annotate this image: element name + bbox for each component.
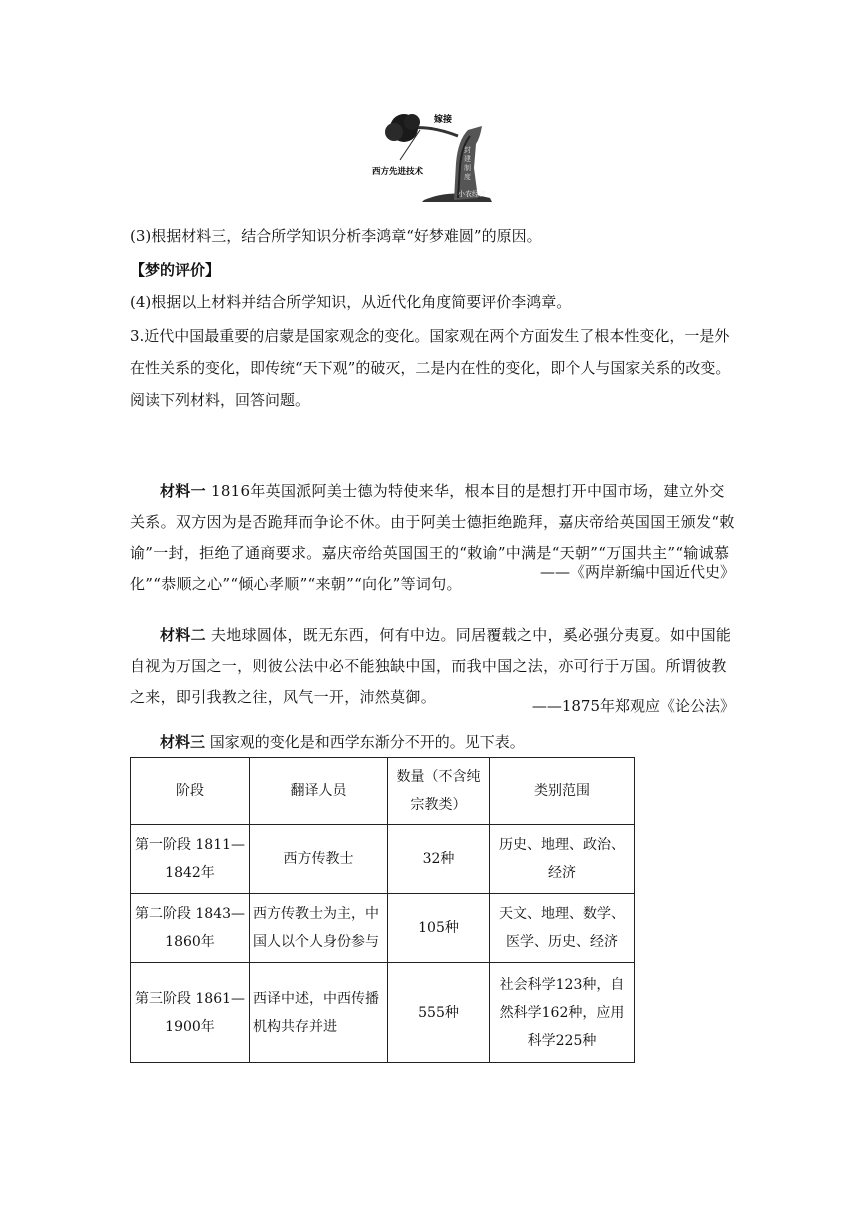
intro-line: 在性关系的变化，即传统“天下观”的破灭，二是内在性的变化，即个人与国家关系的改变。 <box>130 359 731 377</box>
table-cell: 西方传教士为主，中国人以个人身份参与 <box>250 894 388 963</box>
material-3 <box>130 728 735 756</box>
table-row <box>131 894 635 963</box>
table-row <box>131 963 635 1063</box>
trunk-char-4: 度 <box>464 173 471 181</box>
header-cell: 阶段 <box>131 758 250 825</box>
question-intro <box>130 320 735 416</box>
grafting-tree-figure <box>372 108 504 204</box>
trunk-char-2: 建 <box>464 155 471 163</box>
material-2-text: 夫地球圆体，既无东西，何有中边。同居覆载之中，奚必强分夷夏。如中国能自视为万国之一，则彼公法中必不能独缺中国，而我中国之法，亦可行于万国。所谓彼教之来，即引我教之往，风气一开，沛然莫御。 <box>130 626 732 706</box>
header-cell: 类别范围 <box>490 758 635 825</box>
question-4: (4)根据以上材料并结合所学知识，从近代化角度简要评价李鸿章。 <box>130 293 572 311</box>
table-cell: 555种 <box>388 963 490 1063</box>
table-cell: 第三阶段 1861—1900年 <box>131 963 250 1063</box>
material-1-source: ——《两岸新编中国近代史》 <box>539 563 735 581</box>
header-cell: 数量（不含纯宗教类） <box>388 758 490 825</box>
material-2-source: ——1875年郑观应《论公法》 <box>531 697 735 715</box>
table-cell: 历史、地理、政治、经济 <box>490 825 635 894</box>
translation-table <box>130 757 635 1063</box>
table-cell: 社会科学123种，自然科学162种，应用科学225种 <box>490 963 635 1063</box>
table-row <box>131 825 635 894</box>
table-cell: 32种 <box>388 825 490 894</box>
intro-line: 阅读下列材料，回答问题。 <box>130 391 311 409</box>
table-cell: 天文、地理、数学、医学、历史、经济 <box>490 894 635 963</box>
material-3-label: 材料三 <box>160 733 206 751</box>
trunk-char-1: 封 <box>464 146 471 154</box>
material-3-text: 国家观的变化是和西学东渐分不开的。见下表。 <box>209 733 525 751</box>
table-cell: 西译中述，中西传播机构共存并进 <box>250 963 388 1063</box>
material-1-label: 材料一 <box>160 482 206 500</box>
question-3: (3)根据材料三，结合所学知识分析李鸿章“好梦难圆”的原因。 <box>130 227 542 245</box>
section-heading: 【梦的评价】 <box>130 261 221 279</box>
tree-illustration <box>372 108 504 204</box>
table-cell: 105种 <box>388 894 490 963</box>
header-cell: 翻译人员 <box>250 758 388 825</box>
table-header-row <box>131 758 635 825</box>
table-cell: 第一阶段 1811—1842年 <box>131 825 250 894</box>
graft-label: 嫁接 <box>434 115 453 125</box>
intro-line: 3.近代中国最重要的启蒙是国家观念的变化。国家观在两个方面发生了根本性变化，一是外 <box>130 327 730 345</box>
base-label: 小农经济 <box>458 190 486 198</box>
western-tech-label: 西方先进技术 <box>372 167 424 177</box>
trunk-char-3: 制 <box>464 164 471 172</box>
table-cell: 第二阶段 1843—1860年 <box>131 894 250 963</box>
material-2-label: 材料二 <box>160 626 206 644</box>
material-1-text: 1816年英国派阿美士德为特使来华，根本目的是想打开中国市场，建立外交关系。双方因为是否跪拜而争论不休。由于阿美士德拒绝跪拜，嘉庆帝给英国国王颁发“敕谕”一封，拒绝了通商要求。嘉庆帝给英国国王的“敕谕”中满是“天朝”“万国共主”“输诚慕化”“恭顺之心”“倾心孝顺”“来朝”“向化”等词句。 <box>130 482 735 593</box>
table-cell: 西方传教士 <box>250 825 388 894</box>
